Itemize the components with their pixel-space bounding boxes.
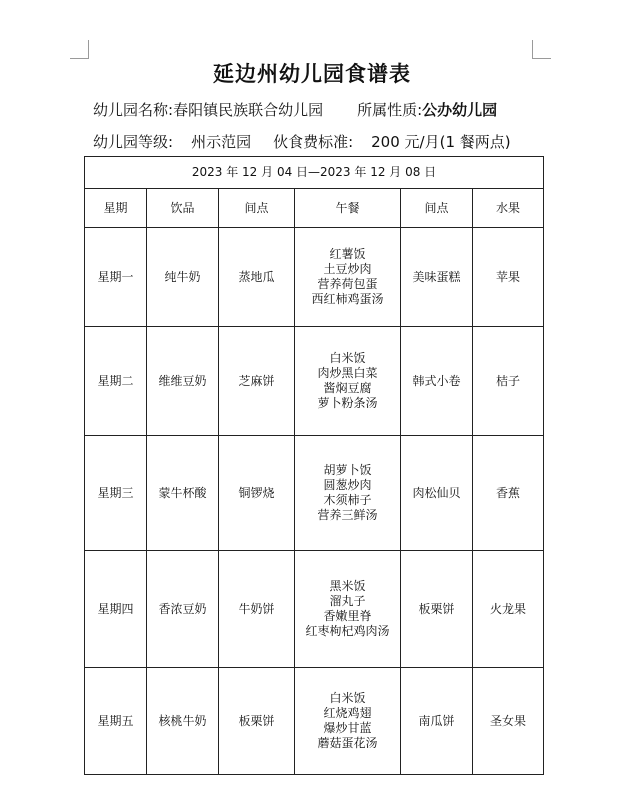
grade-value: 州示范园 (191, 133, 252, 151)
table-row (85, 551, 544, 668)
lunch-item: 营养三鲜汤 (317, 508, 378, 522)
lunch-item: 溜丸子 (329, 594, 366, 608)
fee-value: 200 元/月(1 餐两点) (371, 133, 511, 151)
lunch-item: 白米饭 (329, 351, 366, 365)
lunch-item: 土豆炒肉 (323, 262, 372, 276)
table-row (85, 436, 544, 551)
day-cell: 星期五 (85, 668, 147, 775)
lunch-item: 胡萝卜饭 (323, 463, 372, 477)
fruit-cell: 火龙果 (473, 551, 544, 668)
lunch-item: 黑米饭 (329, 579, 366, 593)
lunch-item: 红薯饭 (329, 247, 366, 261)
header-snack-2: 间点 (401, 189, 473, 228)
lunch-item: 白米饭 (329, 691, 366, 705)
kindergarten-name-label: 幼儿园名称: (93, 101, 174, 119)
header-drink: 饮品 (147, 189, 219, 228)
fruit-cell: 苹果 (473, 228, 544, 327)
lunch-item: 营养荷包蛋 (317, 277, 378, 291)
header-row (85, 189, 544, 228)
header-day: 星期 (85, 189, 147, 228)
lunch-item: 肉炒黑白菜 (317, 366, 378, 380)
snack-1-cell: 板栗饼 (219, 668, 295, 775)
lunch-cell (295, 668, 401, 775)
fruit-cell: 香蕉 (473, 436, 544, 551)
document-title: 延边州幼儿园食谱表 (213, 61, 411, 86)
day-cell: 星期一 (85, 228, 147, 327)
fruit-cell: 圣女果 (473, 668, 544, 775)
header-snack-1: 间点 (219, 189, 295, 228)
lunch-cell (295, 228, 401, 327)
lunch-item: 红枣枸杞鸡肉汤 (305, 624, 390, 638)
lunch-cell (295, 551, 401, 668)
table-row (85, 668, 544, 775)
day-cell: 星期四 (85, 551, 147, 668)
menu-table (84, 156, 544, 775)
drink-cell: 核桃牛奶 (147, 668, 219, 775)
table-row (85, 327, 544, 436)
lunch-item: 萝卜粉条汤 (317, 396, 378, 410)
lunch-item: 木须柿子 (323, 493, 372, 507)
snack-2-cell: 肉松仙贝 (401, 436, 473, 551)
lunch-cell (295, 327, 401, 436)
table-row (85, 228, 544, 327)
day-cell: 星期三 (85, 436, 147, 551)
info-line-1 (93, 99, 497, 120)
lunch-item: 圆葱炒肉 (323, 478, 372, 492)
snack-1-cell: 蒸地瓜 (219, 228, 295, 327)
drink-cell: 蒙牛杯酸 (147, 436, 219, 551)
day-cell: 星期二 (85, 327, 147, 436)
date-range-row (85, 157, 544, 189)
fee-label: 伙食费标准: (273, 133, 354, 151)
snack-1-cell: 牛奶饼 (219, 551, 295, 668)
lunch-item: 西红柿鸡蛋汤 (311, 292, 384, 306)
page-corner-mark-top-left (70, 40, 89, 59)
snack-2-cell: 板栗饼 (401, 551, 473, 668)
drink-cell: 香浓豆奶 (147, 551, 219, 668)
nature-label: 所属性质: (357, 101, 423, 119)
lunch-item: 蘑菇蛋花汤 (317, 736, 378, 750)
nature-value: 公办幼儿园 (422, 101, 498, 119)
lunch-item: 香嫩里脊 (323, 609, 372, 623)
date-range: 2023 年 12 月 04 日—2023 年 12 月 08 日 (85, 157, 544, 189)
snack-2-cell: 韩式小卷 (401, 327, 473, 436)
lunch-item: 红烧鸡翅 (323, 706, 372, 720)
snack-2-cell: 美味蛋糕 (401, 228, 473, 327)
drink-cell: 维维豆奶 (147, 327, 219, 436)
fruit-cell: 桔子 (473, 327, 544, 436)
snack-1-cell: 芝麻饼 (219, 327, 295, 436)
kindergarten-name-value: 春阳镇民族联合幼儿园 (173, 101, 324, 119)
info-line-2 (93, 131, 511, 152)
lunch-item: 爆炒甘蓝 (323, 721, 372, 735)
lunch-item: 酱焖豆腐 (323, 381, 372, 395)
header-fruit: 水果 (473, 189, 544, 228)
drink-cell: 纯牛奶 (147, 228, 219, 327)
lunch-cell (295, 436, 401, 551)
grade-label: 幼儿园等级: (93, 133, 174, 151)
header-lunch: 午餐 (295, 189, 401, 228)
snack-2-cell: 南瓜饼 (401, 668, 473, 775)
snack-1-cell: 铜锣烧 (219, 436, 295, 551)
page-corner-mark-top-right (532, 40, 551, 59)
